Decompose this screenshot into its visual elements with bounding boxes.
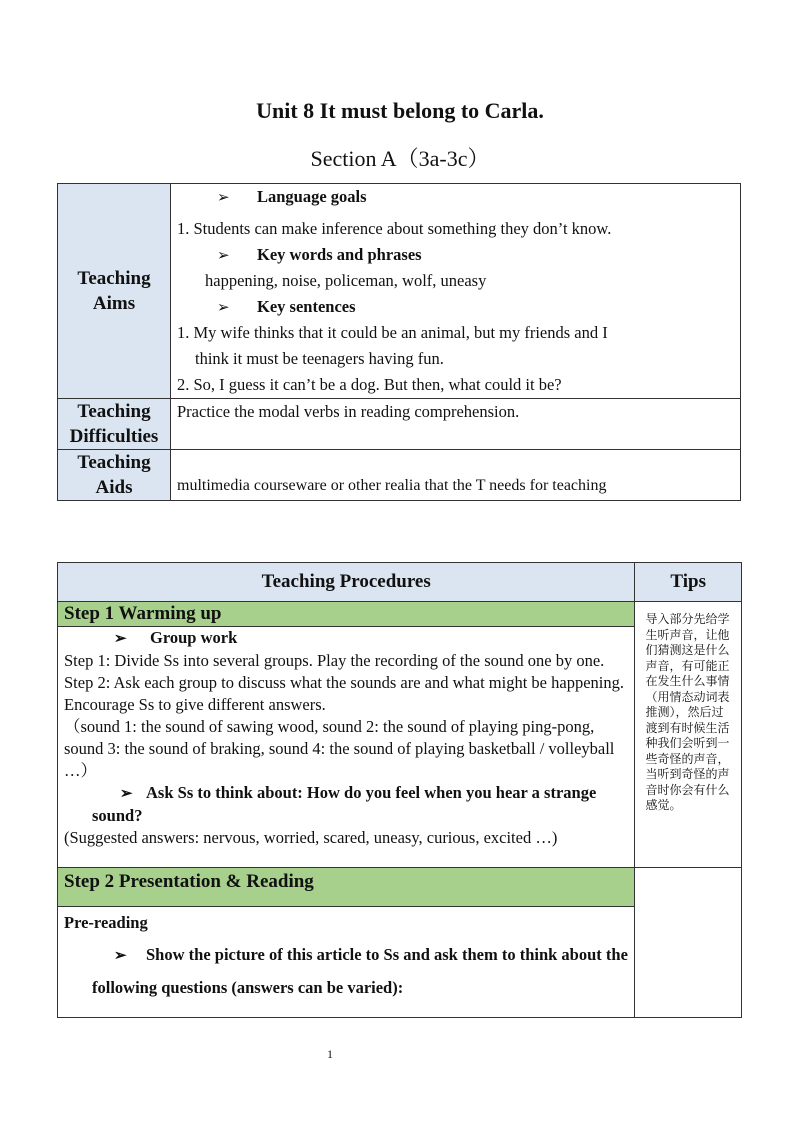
teaching-aids-label: Teaching Aids [58,450,171,501]
arrow-bullet-icon: ➢ [217,190,230,206]
arrow-bullet-icon: ➢ [120,786,133,802]
tips-header: Tips [635,563,742,602]
arrow-bullet-icon: ➢ [114,948,127,964]
show-picture-instruction: Show the picture of this article to Ss and ask them to think about the following questions (answers can be varied): [92,945,628,997]
step1-content [58,627,635,868]
teaching-aids-text: multimedia courseware or other realia that the T needs for teaching [171,450,741,501]
key-words: happening, noise, policeman, wolf, uneasy [205,271,487,290]
procedures-header: Teaching Procedures [58,563,635,602]
step2-content [58,907,635,1018]
page-number: 1 [327,1047,333,1061]
step1-line1: Step 1: Divide Ss into several groups. Play the recording of the sound one by one. [64,651,605,670]
document-subtitle: Section A（3a-3c） [310,146,490,171]
teaching-difficulties-text: Practice the modal verbs in reading comprehension. [171,399,741,450]
key-sentence-1a: 1. My wife thinks that it could be an animal, but my friends and I [177,323,608,342]
teaching-aims-content [171,184,741,399]
teaching-procedures-table [57,562,742,1018]
step1-line3: （sound 1: the sound of sawing wood, sound 2: the sound of playing ping-pong, sound 3: the sound of braking, sound 4: the sound of playing basketball / volleyball …） [64,717,615,780]
step1-title: Step 1 Warming up [58,602,635,627]
document-title: Unit 8 It must belong to Carla. [256,98,544,123]
key-sentences-heading: Key sentences [257,297,356,316]
teaching-aims-label: Teaching Aims [58,184,171,399]
ask-ss-line: Ask Ss to think about: How do you feel when you hear a strange sound? [92,783,597,825]
arrow-bullet-icon: ➢ [114,631,127,647]
pre-reading-heading: Pre-reading [64,913,148,932]
key-sentence-2: 2. So, I guess it can’t be a dog. But then, what could it be? [177,375,562,394]
step2-title: Step 2 Presentation & Reading [58,868,635,907]
arrow-bullet-icon: ➢ [217,248,230,264]
step2-tips-cell [635,868,742,1018]
step1-line2: Step 2: Ask each group to discuss what the sounds are and what might be happening. Encourage Ss to give different answers. [64,673,624,714]
suggested-answers: (Suggested answers: nervous, worried, scared, uneasy, curious, excited …) [64,828,558,847]
key-sentence-1b: think it must be teenagers having fun. [195,349,444,368]
teaching-difficulties-label: Teaching Difficulties [58,399,171,450]
key-words-heading: Key words and phrases [257,245,422,264]
teaching-aims-table [57,183,741,501]
step1-tips: 导入部分先给学生听声音，让他们猜测这是什么声音，有可能正在发生什么事情（用情态动词表推测），然后过渡到有时候生活种我们会听到一些奇怪的声音，当听到奇怪的声音时你会有什么感觉。 [635,602,742,868]
language-goal-1: 1. Students can make inference about something they don’t know. [177,219,612,238]
arrow-bullet-icon: ➢ [217,300,230,316]
language-goals-heading: Language goals [257,187,367,206]
group-work-heading: Group work [150,628,238,647]
